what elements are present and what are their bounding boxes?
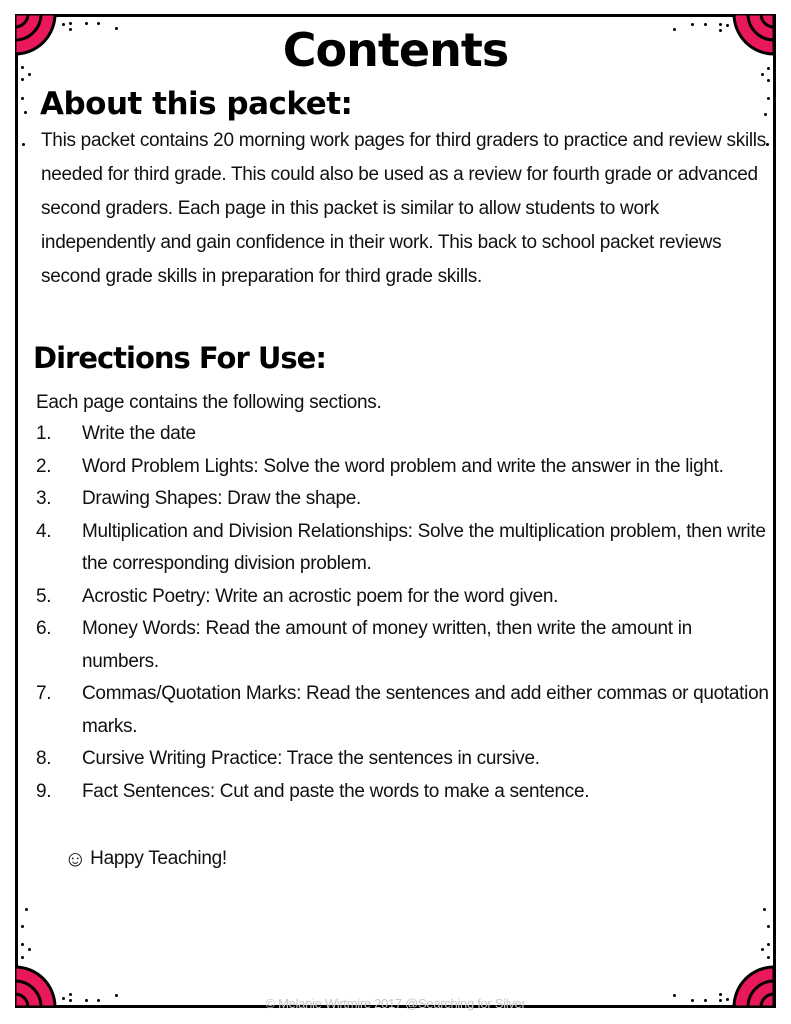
copyright-footer: © Melanie Wirtmire 2017 @Searching for Silver xyxy=(265,996,526,1011)
list-item xyxy=(36,516,771,581)
list-item-number: 6. xyxy=(36,618,52,639)
list-item-text: Word Problem Lights: Solve the word problem and write the answer in the light. xyxy=(82,455,724,477)
list-item-number: 2. xyxy=(36,455,52,477)
list-item xyxy=(36,418,771,451)
list-item-text: Multiplication and Division Relationships: Solve the multiplication problem, then write the corresponding division problem. xyxy=(82,520,766,574)
directions-intro: Each page contains the following sections. xyxy=(36,392,382,413)
list-item-number: 8. xyxy=(36,748,52,769)
about-paragraph: This packet contains 20 morning work pages for third graders to practice and review skills needed for third grade. This could also be used as a review for fourth grade or advanced second graders. Each page in this packet is similar to allow students to work independently and gain confidence in their work. This back to school packet reviews second grade skills in preparation for third grade skills. xyxy=(41,130,766,287)
list-item-text: Fact Sentences: Cut and paste the words to make a sentence. xyxy=(82,780,590,802)
list-item xyxy=(36,581,771,614)
list-item-number: 9. xyxy=(36,780,52,802)
closing-text: Happy Teaching! xyxy=(90,848,227,869)
list-item xyxy=(36,743,771,776)
list-item-number: 1. xyxy=(36,423,52,444)
list-item-text: Money Words: Read the amount of money written, then write the amount in numbers. xyxy=(82,618,692,672)
smiley-icon: ☺ xyxy=(64,846,87,871)
list-item xyxy=(36,451,771,484)
directions-list xyxy=(36,418,771,808)
list-item-text: Commas/Quotation Marks: Read the sentences and add either commas or quotation marks. xyxy=(82,683,769,737)
list-item-number: 3. xyxy=(36,488,52,509)
list-item-number: 4. xyxy=(36,520,52,542)
directions-heading: Directions For Use: xyxy=(33,341,326,375)
about-heading: About this packet: xyxy=(40,86,353,122)
list-item-text: Acrostic Poetry: Write an acrostic poem for the word given. xyxy=(82,585,559,607)
list-item xyxy=(36,776,771,809)
list-item-number: 5. xyxy=(36,585,52,607)
closing-line xyxy=(64,843,227,875)
list-item-text: Write the date xyxy=(82,423,196,444)
list-item xyxy=(36,483,771,516)
list-item-text: Cursive Writing Practice: Trace the sentences in cursive. xyxy=(82,748,540,769)
list-item xyxy=(36,613,771,678)
list-item-number: 7. xyxy=(36,683,52,704)
list-item-text: Drawing Shapes: Draw the shape. xyxy=(82,488,362,509)
page-title: Contents xyxy=(282,23,509,77)
list-item xyxy=(36,678,771,743)
